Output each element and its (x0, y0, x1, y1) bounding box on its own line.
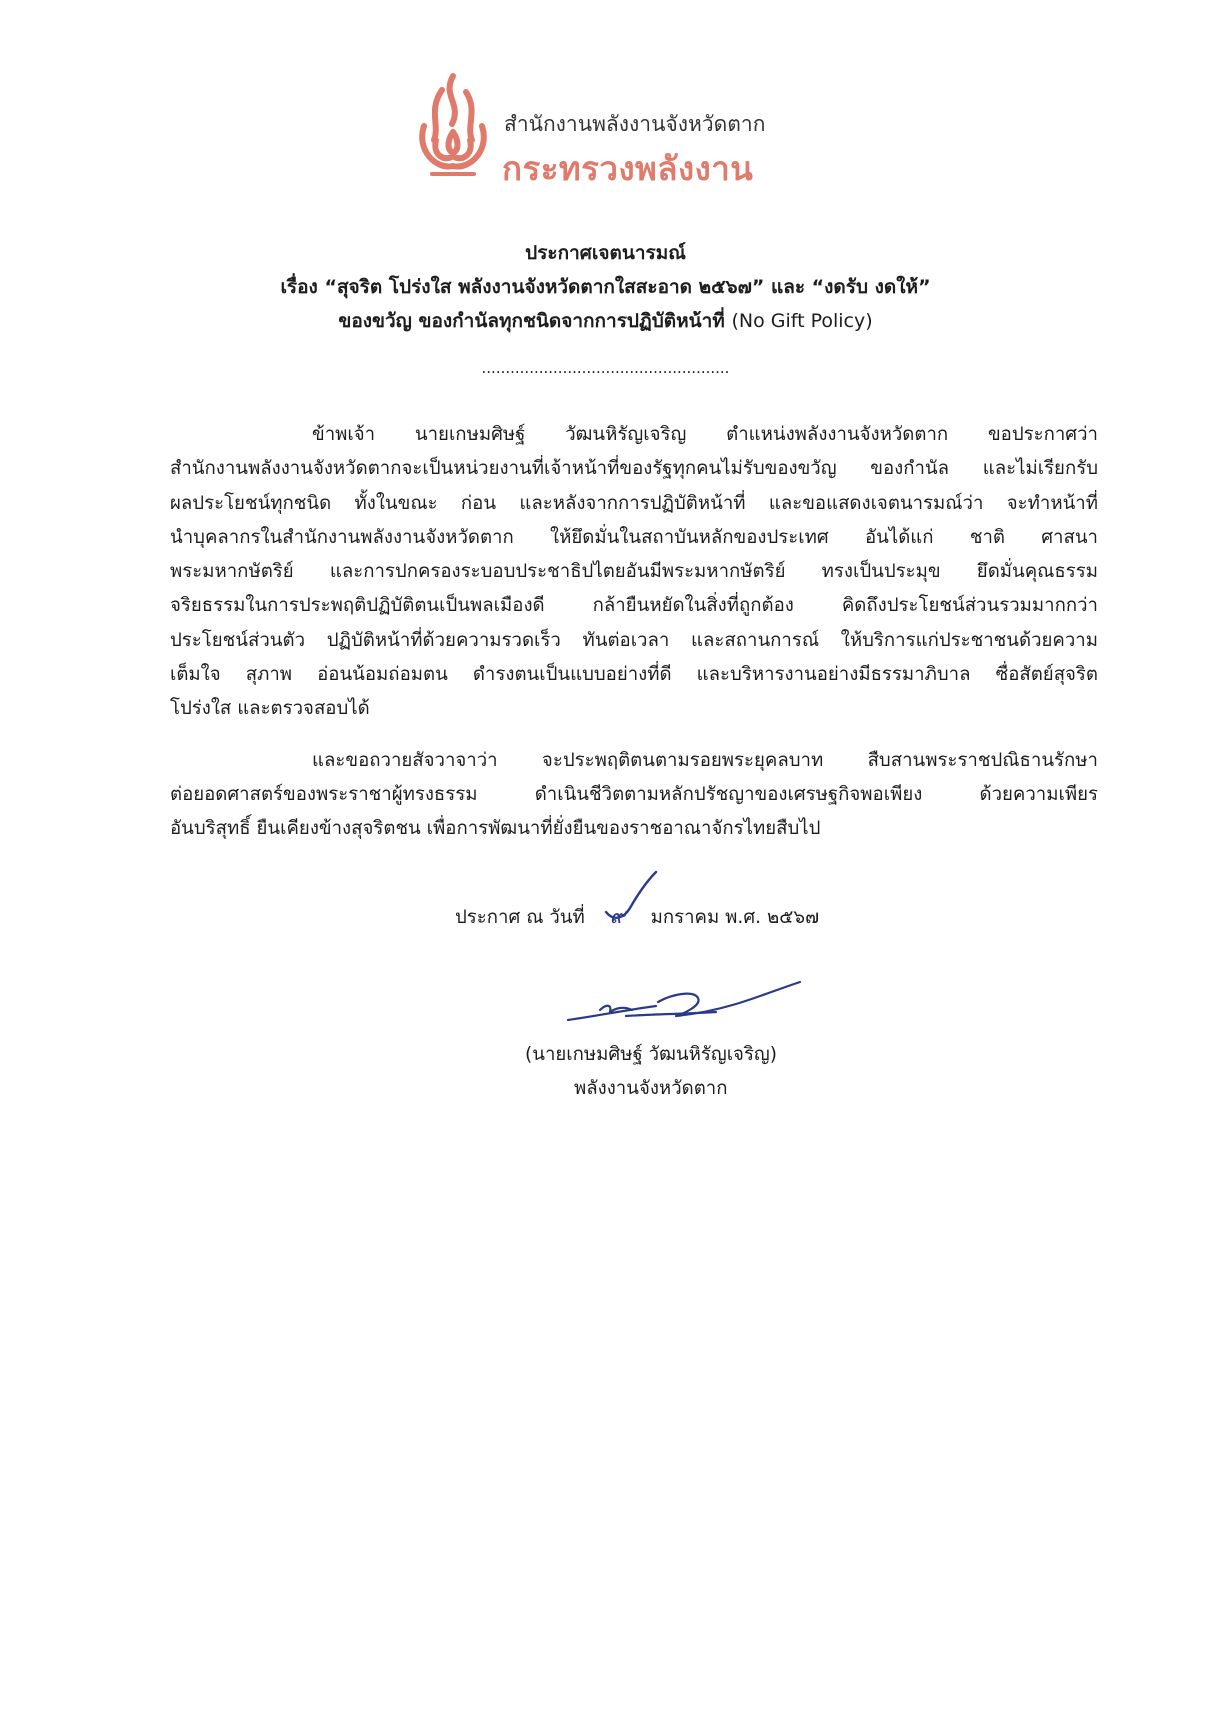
announcement-body (170, 418, 1098, 847)
signature-icon (566, 980, 802, 1028)
body-line: และขอถวายสัจวาจาว่า จะประพฤติตนตามรอยพระยุคลบาท สืบสานพระราชปณิธานรักษา (312, 749, 1098, 771)
body-line: นำบุคลากรในสำนักงานพลังงานจังหวัดตาก ให้ยึดมั่นในสถาบันหลักของประเทศ อันได้แก่ ชาติ ศาสนา (170, 526, 1098, 548)
signer-position: พลังงานจังหวัดตาก (574, 1078, 728, 1099)
date-prefix: ประกาศ ณ วันที่ (455, 907, 585, 928)
body-line: จริยธรรมในการประพฤติปฏิบัติตนเป็นพลเมืองดี กล้ายืนหยัดในสิ่งที่ถูกต้อง คิดถึงประโยชน์ส่วนรวมมากกว่า (170, 595, 1098, 617)
announcement-title (120, 236, 1091, 378)
body-line: ผลประโยชน์ทุกชนิด ทั้งในขณะ ก่อน และหลังจากการปฏิบัติหน้าที่ และขอแสดงเจตนารมณ์ว่า จะทำหน้าที่ (170, 492, 1098, 514)
title-line-3 (120, 304, 1091, 338)
body-line: ต่อยอดศาสตร์ของพระราชาผู้ทรงธรรม ดำเนินชีวิตตามหลักปรัชญาของเศรษฐกิจพอเพียง ด้วยความเพียร (170, 783, 1098, 805)
title-subject: “สุจริต โปร่งใส พลังงานจังหวัดตากใสสะอาด ๒๕๖๗” และ “งดรับ งดให้” (324, 276, 931, 298)
title-separator: .................................................... (481, 359, 730, 377)
body-line: โปร่งใส และตรวจสอบได้ (170, 698, 370, 720)
body-line: สำนักงานพลังงานจังหวัดตากจะเป็นหน่วยงานที่เจ้าหน้าที่ของรัฐทุกคนไม่รับของขวัญ ของกำนัล และไม่เรียกรับ (170, 458, 1098, 480)
body-line: ข้าพเจ้า นายเกษมศิษฐ์ วัฒนหิรัญเจริญ ตำแหน่งพลังงานจังหวัดตาก ขอประกาศว่า (312, 424, 1098, 445)
title-line-2 (120, 270, 1091, 304)
date-month-year: มกราคม พ.ศ. ๒๕๖๗ (650, 907, 820, 928)
org-sub-name: สำนักงานพลังงานจังหวัดตาก (504, 112, 766, 136)
title-subject-continued: ของขวัญ ของกำนัลทุกชนิดจากการปฏิบัติหน้าที่ (338, 310, 725, 332)
policy-name: (No Gift Policy) (731, 310, 873, 332)
signer-name: (นายเกษมศิษฐ์ วัฒนหิรัญเจริญ) (525, 1044, 778, 1065)
body-line: ประโยชน์ส่วนตัว ปฏิบัติหน้าที่ด้วยความรวดเร็ว ทันต่อเวลา และสถานการณ์ ให้บริการแก่ประชาชนด้วยความ (170, 629, 1098, 651)
flame-emblem-icon (412, 70, 494, 182)
paragraph-1 (170, 418, 1098, 727)
title-subject-prefix: เรื่อง (280, 276, 318, 298)
body-line: พระมหากษัตริย์ และการปกครองระบอบประชาธิปไตยอันมีพระมหากษัตริย์ ทรงเป็นประมุข ยึดมั่นคุณธรรม (170, 561, 1098, 583)
date-day-handwritten: ๙ (609, 904, 626, 929)
org-main-name: กระทรวงพลังงาน (502, 149, 754, 188)
title-line-1: ประกาศเจตนารมณ์ (525, 242, 686, 264)
announcement-date (455, 898, 819, 933)
letterhead (412, 70, 852, 190)
paragraph-2 (170, 744, 1098, 847)
body-line: เต็มใจ สุภาพ อ่อนน้อมถ่อมตน ดำรงตนเป็นแบบอย่างที่ดี และบริหารงานอย่างมีธรรมาภิบาล ซื่อสัตย์สุจริต (170, 664, 1098, 686)
body-line: อันบริสุทธิ์ ยืนเคียงข้างสุจริตชน เพื่อการพัฒนาที่ยั่งยืนของราชอาณาจักรไทยสืบไป (170, 818, 821, 840)
